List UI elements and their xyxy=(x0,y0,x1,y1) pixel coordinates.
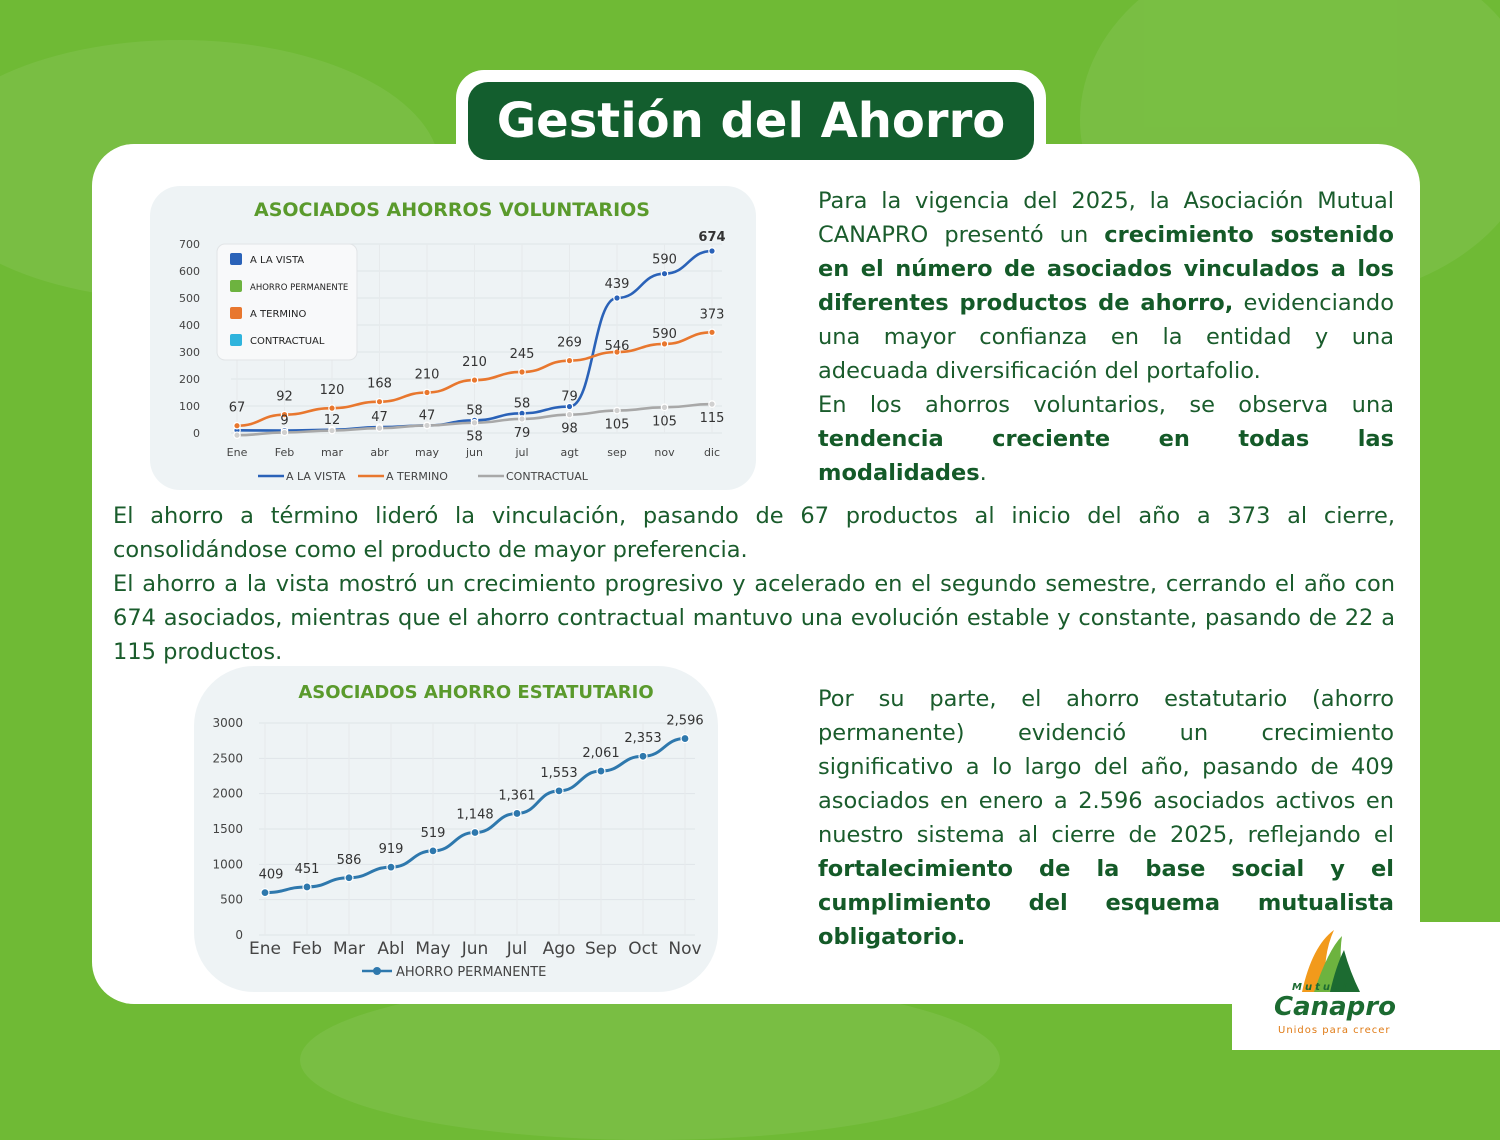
x-tick-label: Ene xyxy=(249,939,281,959)
data-label: 67 xyxy=(228,400,246,416)
y-tick-label: 500 xyxy=(220,892,243,907)
chart-voluntarios-svg xyxy=(150,186,756,490)
trend-text-end: . xyxy=(979,460,987,486)
legend-swatch xyxy=(230,307,242,319)
data-point xyxy=(261,889,269,897)
x-tick-label: jul xyxy=(515,446,529,459)
data-label: 451 xyxy=(294,861,320,877)
y-tick-label: 2500 xyxy=(212,751,243,766)
x-tick-label: Sep xyxy=(584,939,618,959)
intro-text-end: evidenciando una mayor confianza en la entidad y una adecuada diversificación del portafolio. xyxy=(818,290,1394,384)
x-tick-label: may xyxy=(415,446,439,459)
data-point xyxy=(429,847,437,855)
legend-swatch xyxy=(230,253,242,265)
x-tick-label: mar xyxy=(321,446,343,459)
intro-text: Para la vigencia del 2025, la Asociación Mutual CANAPRO presentó un xyxy=(818,188,1394,248)
data-label: 2,353 xyxy=(624,731,662,747)
data-label: 373 xyxy=(699,307,725,323)
data-point xyxy=(513,809,521,817)
page-title: Gestión del Ahorro xyxy=(496,93,1006,149)
y-tick-label: 600 xyxy=(179,265,200,278)
y-tick-label: 1000 xyxy=(212,857,243,872)
data-point xyxy=(661,404,667,410)
canapro-logo xyxy=(1232,922,1500,1050)
x-tick-label: jun xyxy=(466,446,483,459)
y-tick-label: 700 xyxy=(179,238,200,251)
data-label: 168 xyxy=(367,376,392,392)
data-label: 586 xyxy=(336,852,362,868)
legend-label: AHORRO PERMANENTE xyxy=(396,965,547,980)
legend-marker xyxy=(373,967,381,975)
y-tick-label: 200 xyxy=(179,373,200,386)
data-label: 546 xyxy=(604,339,630,354)
data-label: 79 xyxy=(513,425,531,441)
data-label: 210 xyxy=(414,367,440,383)
data-label: 79 xyxy=(561,389,578,405)
data-label: 919 xyxy=(378,842,404,858)
legend-label: CONTRACTUAL xyxy=(250,336,325,347)
data-label: 409 xyxy=(258,867,284,883)
data-point xyxy=(566,411,572,417)
data-point xyxy=(471,829,479,837)
data-point xyxy=(234,432,240,438)
data-point xyxy=(681,735,689,743)
data-point xyxy=(387,863,395,871)
intro-paragraph xyxy=(818,184,1394,490)
data-label: 245 xyxy=(509,346,535,362)
legend-label: AHORRO PERMANENTE xyxy=(250,283,349,293)
x-tick-label: Abl xyxy=(377,939,405,959)
chart-title: ASOCIADOS AHORROS VOLUNTARIOS xyxy=(254,199,650,221)
chart-estatutario xyxy=(194,666,718,992)
legend-label: CONTRACTUAL xyxy=(506,470,588,483)
y-tick-label: 2000 xyxy=(212,786,243,801)
data-label: 674 xyxy=(698,230,726,246)
logo-brand: Canapro xyxy=(1274,992,1396,1022)
x-tick-label: Jul xyxy=(506,939,528,959)
logo-mutual: Mutual xyxy=(1292,982,1350,993)
estatutario-paragraph xyxy=(818,682,1394,954)
y-tick-label: 400 xyxy=(179,319,200,332)
data-point xyxy=(281,429,287,435)
data-label: 1,361 xyxy=(498,788,536,804)
data-label: 439 xyxy=(604,277,630,292)
chart-estatutario-svg xyxy=(194,666,718,992)
data-label: 1,553 xyxy=(540,765,578,781)
x-tick-label: Feb xyxy=(274,446,295,459)
data-point xyxy=(519,369,525,375)
x-tick-label: Ene xyxy=(226,446,248,459)
data-point xyxy=(555,787,563,795)
legend-swatch xyxy=(230,334,242,346)
intro-highlight: crecimiento sostenido en el número de asociados vinculados a los diferentes productos de ahorro, xyxy=(818,222,1395,316)
x-tick-label: agt xyxy=(560,446,579,459)
data-point xyxy=(519,416,525,422)
x-tick-label: May xyxy=(415,939,451,959)
title-box xyxy=(468,82,1034,160)
data-point xyxy=(597,767,605,775)
y-tick-label: 1500 xyxy=(212,822,243,836)
data-label: 47 xyxy=(371,410,388,426)
termino-text: El ahorro a término lideró la vinculación, pasando de 67 productos al inicio del año a 373 al cierre, consolidándose como el producto de mayor preferencia. xyxy=(113,503,1395,563)
data-point xyxy=(566,357,572,363)
data-label: 105 xyxy=(652,414,677,430)
legend-swatch xyxy=(230,280,242,292)
data-label: 269 xyxy=(557,335,582,351)
data-label: 2,061 xyxy=(582,746,620,762)
y-tick-label: 3000 xyxy=(212,716,243,730)
data-point xyxy=(709,401,715,407)
y-tick-label: 500 xyxy=(179,292,200,305)
data-label: 120 xyxy=(319,383,345,399)
x-tick-label: Nov xyxy=(668,939,702,959)
x-tick-label: Mar xyxy=(332,939,366,959)
estatutario-text: Por su parte, el ahorro estatutario (ahorro permanente) evidenció un crecimiento significativo a lo largo del año, pasando de 409 asociados en enero a 2.596 asociados activos en nuestro sistema al cierre de 2025, reflejando el xyxy=(818,686,1394,848)
legend-label: A TERMINO xyxy=(386,470,448,483)
x-tick-label: dic xyxy=(703,446,721,459)
y-tick-label: 300 xyxy=(179,346,200,359)
legend-label: A LA VISTA xyxy=(286,470,346,483)
data-label: 58 xyxy=(466,403,483,419)
data-label: 58 xyxy=(466,429,483,445)
x-tick-label: nov xyxy=(654,446,675,459)
data-point xyxy=(471,420,477,426)
y-tick-label: 100 xyxy=(179,400,200,413)
legend-label: A LA VISTA xyxy=(250,255,305,266)
data-point xyxy=(709,329,715,335)
data-label: 98 xyxy=(561,421,578,437)
data-label: 115 xyxy=(699,411,725,427)
data-point xyxy=(303,883,311,891)
logo-slogan: Unidos para crecer xyxy=(1278,1025,1391,1036)
termino-paragraph xyxy=(113,499,1395,669)
data-label: 12 xyxy=(323,412,341,428)
data-label: 58 xyxy=(513,396,531,412)
data-point xyxy=(376,425,382,431)
data-label: 9 xyxy=(280,413,289,429)
x-tick-label: sep xyxy=(607,446,627,459)
x-tick-label: Ago xyxy=(542,939,576,959)
data-label: 210 xyxy=(462,355,487,371)
data-point xyxy=(471,377,477,383)
data-label: 519 xyxy=(420,825,446,841)
legend-label: A TERMINO xyxy=(250,309,307,320)
data-label: 2,596 xyxy=(666,713,704,729)
x-tick-label: Jun xyxy=(461,939,489,959)
x-tick-label: Feb xyxy=(291,939,323,959)
data-label: 92 xyxy=(276,389,293,405)
x-tick-label: abr xyxy=(370,446,389,459)
data-label: 590 xyxy=(652,326,677,342)
data-point xyxy=(424,389,430,395)
data-point xyxy=(709,248,715,254)
data-label: 105 xyxy=(604,417,630,433)
data-label: 1,148 xyxy=(456,807,494,823)
data-point xyxy=(639,752,647,760)
chart-voluntarios xyxy=(150,186,756,490)
data-point xyxy=(376,398,382,404)
vista-text: El ahorro a la vista mostró un crecimiento progresivo y acelerado en el segundo semestre, cerrando el año con 674 asociados, mientras que el ahorro contractual mantuvo una evolución estable y constante, pasando de 22 a 115 productos. xyxy=(113,571,1395,665)
data-point xyxy=(329,427,335,433)
y-tick-label: 0 xyxy=(235,928,243,942)
background-shape xyxy=(300,980,1000,1140)
data-point xyxy=(329,405,335,411)
estatutario-highlight: fortalecimiento de la base social y el cumplimiento del esquema mutualista obligatorio. xyxy=(818,856,1394,950)
data-point xyxy=(614,407,620,413)
data-point xyxy=(234,423,240,429)
trend-highlight: tendencia creciente en todas las modalidades xyxy=(818,426,1394,486)
data-point xyxy=(345,874,353,882)
chart-title: ASOCIADOS AHORRO ESTATUTARIO xyxy=(298,682,654,703)
y-tick-label: 0 xyxy=(193,427,200,440)
data-point xyxy=(614,295,620,301)
data-label: 47 xyxy=(418,408,436,424)
trend-text: En los ahorros voluntarios, se observa una xyxy=(818,392,1394,418)
title-banner xyxy=(456,70,1046,172)
data-point xyxy=(661,271,667,277)
data-label: 590 xyxy=(652,252,677,268)
x-tick-label: Oct xyxy=(628,939,658,959)
